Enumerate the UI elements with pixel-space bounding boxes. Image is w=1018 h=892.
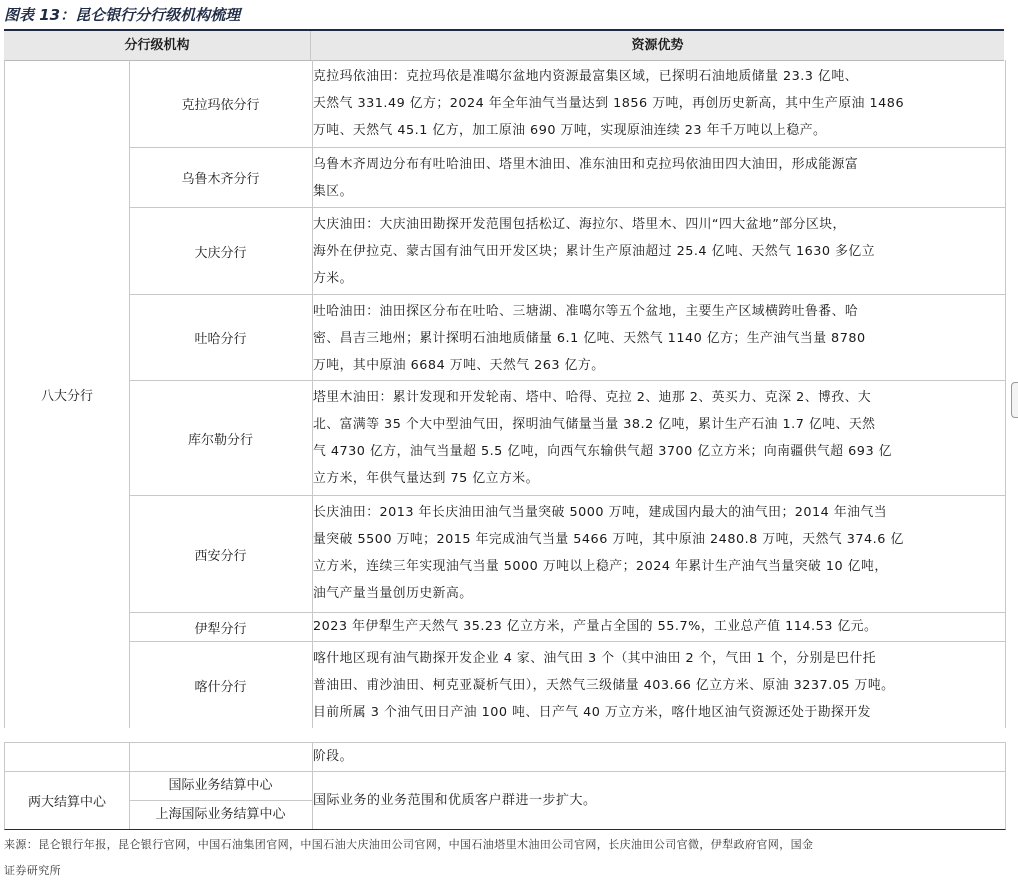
- description-line: 立方米，连续三年实现油气当量 5000 万吨以上稳产；2024 年累计生产油气当量突破 10 亿吨，: [313, 559, 888, 574]
- description-line: 量突破 5500 万吨；2015 年完成油气当量 5466 万吨，其中原油 2480.8 万吨，天然气 374.6 亿: [313, 532, 904, 547]
- branch-name: 大庆分行: [129, 208, 313, 294]
- description-line: 北、富满等 35 个大中型油气田，探明油气储量当量 38.2 亿吨，累计生产石油 1.7 亿吨、天然: [313, 417, 876, 432]
- settlement-centers-label: 两大结算中心: [5, 772, 130, 829]
- description-line: 大庆油田：大庆油田勘探开发范围包括松辽、海拉尔、塔里木、四川“四大盆地”部分区块，: [313, 217, 846, 232]
- table-row: [129, 642, 1005, 728]
- branch-description: [313, 298, 999, 379]
- branch-name: 伊犁分行: [129, 613, 313, 641]
- group-label: 八大分行: [5, 60, 130, 728]
- source-line: 来源：昆仑银行年报，昆仑银行官网，中国石油集团官网，中国石油大庆油田公司官网，中国石油塔里木油田公司官网，长庆油田公司官微，伊犁政府官网，国金: [4, 838, 814, 851]
- branches-table: [4, 60, 1006, 728]
- description-line: 气 4730 亿方，油气当量超 5.5 亿吨，向西气东输供气超 3700 亿立方米；向南疆供气超 693 亿: [313, 444, 892, 459]
- branch-description: [313, 613, 999, 640]
- description-line: 目前所属 3 个油气田日产油 100 吨、日产气 40 万立方米，喀什地区油气资源还处于勘探开发: [313, 705, 871, 720]
- table-row: [129, 295, 1005, 381]
- branch-description: [313, 211, 999, 292]
- branch-name: 西安分行: [129, 496, 313, 612]
- continued-table: [4, 742, 1006, 830]
- branch-name: 克拉玛依分行: [129, 60, 313, 147]
- description-line: 立方米，年供气量达到 75 亿立方米。: [313, 471, 539, 486]
- description-line: 海外在伊拉克、蒙古国有油气田开发区块；累计生产原油超过 25.4 亿吨、天然气 1630 多亿立: [313, 244, 876, 259]
- description-line: 密、昌吉三地州；累计探明石油地质储量 6.1 亿吨、天然气 1140 亿方；生产油气当量 8780: [313, 331, 866, 346]
- table-row: [129, 496, 1005, 613]
- page-break-gap: [4, 729, 1004, 739]
- branch-description: [313, 63, 999, 144]
- description-line: 2023 年伊犁生产天然气 35.23 亿立方米，产量占全国的 55.7%，工业总产值 114.53 亿元。: [313, 619, 878, 634]
- header-resource-advantage: 资源优势: [631, 38, 684, 53]
- description-line: 方米。: [313, 271, 353, 286]
- description-line: 万吨，其中原油 6684 万吨、天然气 263 亿方。: [313, 358, 605, 373]
- header-branch-level: 分行级机构: [4, 31, 311, 60]
- description-line: 吐哈油田：油田探区分布在吐哈、三塘湖、准噶尔等五个盆地，主要生产区域横跨吐鲁番、哈: [313, 304, 859, 319]
- branch-name: 库尔勒分行: [129, 381, 313, 495]
- description-line: 塔里木油田：累计发现和开发轮南、塔中、哈得、克拉 2、迪那 2、英买力、克深 2、博孜、大: [313, 390, 872, 405]
- continued-group-cell: [5, 743, 130, 771]
- table-header: [4, 31, 1004, 61]
- table-row: [129, 208, 1005, 295]
- description-line: 喀什地区现有油气勘探开发企业 4 家、油气田 3 个（其中油田 2 个，气田 1 个，分别是巴什托: [313, 651, 877, 666]
- scroll-handle[interactable]: [1011, 382, 1018, 418]
- continued-name-cell: [129, 743, 313, 771]
- description-line: 油气产量当量创历史新高。: [313, 586, 473, 601]
- branch-description: [313, 499, 999, 607]
- branch-name: 吐哈分行: [129, 295, 313, 380]
- description-line: 乌鲁木齐周边分布有吐哈油田、塔里木油田、准东油田和克拉玛依油田四大油田，形成能源富: [313, 157, 859, 172]
- description-line: 克拉玛依油田：克拉玛依是准噶尔盆地内资源最富集区域，已探明石油地质储量 23.3 亿吨、: [313, 69, 858, 84]
- table-row: [129, 148, 1005, 208]
- description-line: 普油田、甫沙油田、柯克亚凝析气田），天然气三级储量 403.66 亿立方米、原油 3237.05 万吨。: [313, 678, 895, 693]
- description-line: 万吨、天然气 45.1 亿方，加工原油 690 万吨，实现原油连续 23 年千万吨以上稳产。: [313, 123, 827, 138]
- source-line: 证券研究所: [4, 864, 61, 877]
- table-row: [129, 613, 1005, 642]
- table-row: [129, 381, 1005, 496]
- settlement-centers-description: 国际业务的业务范围和优质客户群进一步扩大。: [313, 793, 597, 808]
- continued-description: 阶段。: [313, 749, 353, 764]
- table-row: [129, 60, 1005, 148]
- branch-name: 乌鲁木齐分行: [129, 148, 313, 207]
- description-line: 长庆油田：2013 年长庆油田油气当量突破 5000 万吨，建成国内最大的油气田；2014 年油气当: [313, 505, 888, 520]
- source-note: [4, 832, 1004, 884]
- settlement-center-name: 上海国际业务结算中心: [129, 801, 313, 829]
- branch-description: [313, 384, 999, 492]
- branch-description: [313, 151, 999, 205]
- branch-name: 喀什分行: [129, 642, 313, 728]
- description-line: 天然气 331.49 亿方；2024 年全年油气当量达到 1856 万吨，再创历史新高，其中生产原油 1486: [313, 96, 905, 111]
- branch-description: [313, 645, 999, 726]
- description-line: 集区。: [313, 184, 353, 199]
- figure-title: 图表 13：昆仑银行分行级机构梳理: [4, 6, 241, 24]
- settlement-center-name: 国际业务结算中心: [129, 772, 313, 801]
